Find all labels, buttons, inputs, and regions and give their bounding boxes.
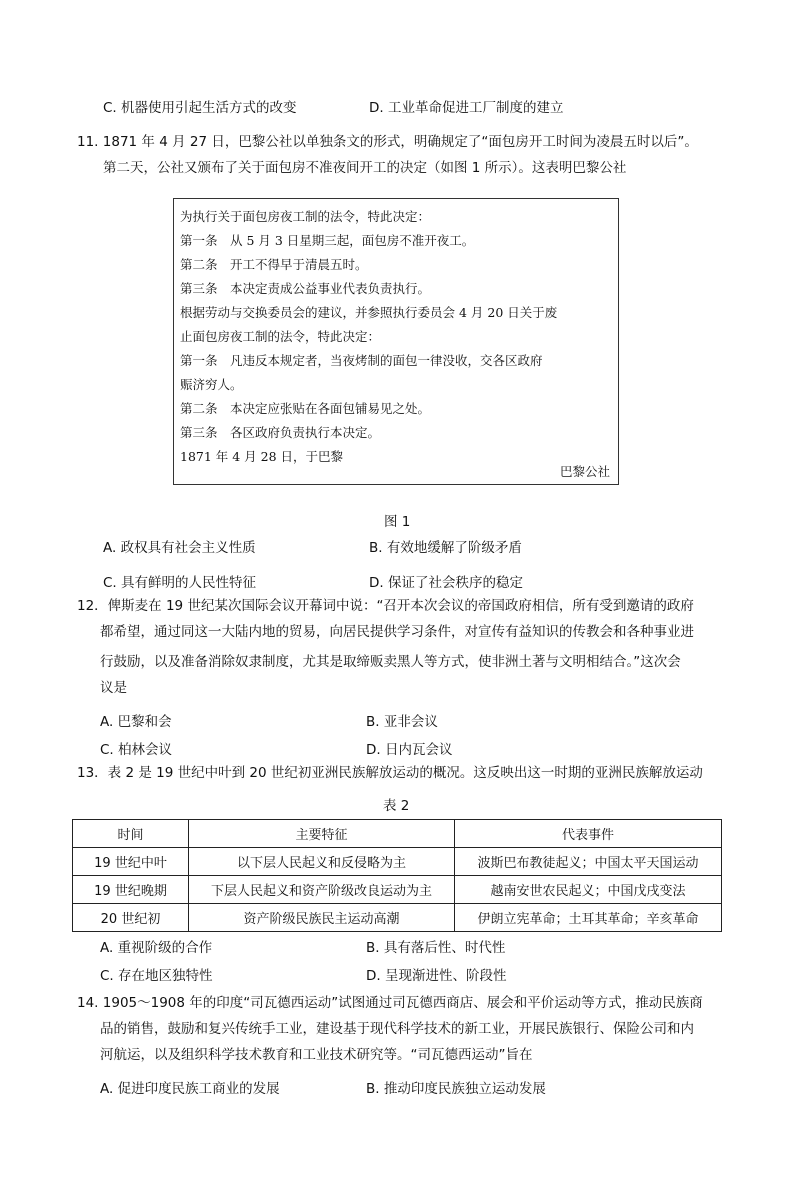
table-cell: 伊朗立宪革命；土耳其革命；辛亥革命 (455, 904, 722, 932)
table-cell: 下层人民起义和资产阶级改良运动为主 (189, 876, 455, 904)
q14-option-a[interactable]: A. 促进印度民族工商业的发展 (100, 1081, 280, 1097)
figure-line: 第一条 从 5 月 3 日星期三起，面包房不准开夜工。 (180, 233, 475, 248)
figure-1-caption: 图 1 (384, 514, 411, 530)
table-header-cell: 时间 (73, 820, 189, 848)
figure-line: 止面包房夜工制的法令，特此决定： (180, 329, 381, 344)
q14-stem-line-1: 14. 1905～1908 年的印度“司瓦德西运动”试图通过司瓦德西商店、展会和平价运动等方式，推动民族商 (77, 995, 703, 1011)
q12-option-a[interactable]: A. 巴黎和会 (100, 714, 172, 730)
figure-line: 1871 年 4 月 28 日，于巴黎 (180, 449, 344, 464)
figure-line: 为执行关于面包房夜工制的法令，特此决定： (180, 209, 431, 224)
q12-stem-line-2: 都希望，通过同这一大陆内地的贸易，向居民提供学习条件，对宣传有益知识的传教会和各种事业进 (100, 624, 694, 640)
q14-stem-line-2: 品的销售，鼓励和复兴传统手工业，建设基于现代科学技术的新工业，开展民族银行、保险公司和内 (100, 1021, 694, 1037)
table-2-title: 表 2 (383, 798, 410, 814)
table-cell: 越南安世农民起义；中国戊戌变法 (455, 876, 722, 904)
q11-stem-line-2: 第二天，公社又颁布了关于面包房不准夜间开工的决定（如图 1 所示）。这表明巴黎公社 (103, 160, 627, 176)
q13-option-c[interactable]: C. 存在地区独特性 (100, 968, 213, 984)
q13-option-b[interactable]: B. 具有落后性、时代性 (366, 940, 506, 956)
table-cell: 19 世纪中叶 (73, 848, 189, 876)
table-header-row (73, 820, 722, 848)
figure-line: 第一条 凡违反本规定者，当夜烤制的面包一律没收，交各区政府 (180, 353, 543, 368)
table-header-cell: 代表事件 (455, 820, 722, 848)
q11-option-a[interactable]: A. 政权具有社会主义性质 (103, 540, 256, 556)
q13-option-a[interactable]: A. 重视阶级的合作 (100, 940, 213, 956)
q14-stem-line-3: 河航运，以及组织科学技术教育和工业技术研究等。“司瓦德西运动”旨在 (100, 1047, 533, 1063)
q12-stem-line-1: 12．俾斯麦在 19 世纪某次国际会议开幕词中说：“召开本次会议的帝国政府相信，所有受到邀请的政府 (77, 598, 694, 614)
figure-line: 第二条 本决定应张贴在各面包铺易见之处。 (180, 401, 431, 416)
q12-option-d[interactable]: D. 日内瓦会议 (366, 742, 453, 758)
table-header-cell: 主要特征 (189, 820, 455, 848)
table-cell: 19 世纪晚期 (73, 876, 189, 904)
q12-stem-line-4: 议是 (100, 680, 127, 696)
table-row (73, 848, 722, 876)
q13-stem: 13．表 2 是 19 世纪中叶到 20 世纪初亚洲民族解放运动的概况。这反映出这一时期的亚洲民族解放运动 (77, 765, 703, 781)
q10-option-d[interactable]: D. 工业革命促进工厂制度的建立 (369, 100, 564, 116)
table-cell: 资产阶级民族民主运动高潮 (189, 904, 455, 932)
figure-signature: 巴黎公社 (559, 464, 610, 479)
q12-stem-line-3: 行鼓励，以及准备消除奴隶制度，尤其是取缔贩卖黑人等方式，使非洲土著与文明相结合。”这次会 (100, 654, 681, 670)
table-2 (72, 819, 722, 932)
table-cell: 波斯巴布教徒起义；中国太平天国运动 (455, 848, 722, 876)
figure-line: 赈济穷人。 (180, 377, 243, 392)
q10-option-c[interactable]: C. 机器使用引起生活方式的改变 (103, 100, 297, 116)
figure-1-decree (173, 198, 619, 485)
figure-line: 第三条 本决定责成公益事业代表负责执行。 (180, 281, 431, 296)
figure-line: 根据劳动与交换委员会的建议，并参照执行委员会 4 月 20 日关于废 (180, 305, 558, 320)
table-row (73, 904, 722, 932)
q11-stem-line-1: 11. 1871 年 4 月 27 日，巴黎公社以单独条文的形式，明确规定了“面包房开工时间为凌晨五时以后”。 (77, 134, 698, 150)
table-cell: 20 世纪初 (73, 904, 189, 932)
q11-option-b[interactable]: B. 有效地缓解了阶级矛盾 (369, 540, 522, 556)
table-row (73, 876, 722, 904)
q12-option-b[interactable]: B. 亚非会议 (366, 714, 438, 730)
figure-line: 第二条 开工不得早于清晨五时。 (180, 257, 368, 272)
q11-option-c[interactable]: C. 具有鲜明的人民性特征 (103, 575, 257, 591)
figure-line: 第三条 各区政府负责执行本决定。 (180, 425, 381, 440)
q11-option-d[interactable]: D. 保证了社会秩序的稳定 (369, 575, 523, 591)
q14-option-b[interactable]: B. 推动印度民族独立运动发展 (366, 1081, 546, 1097)
q13-option-d[interactable]: D. 呈现渐进性、阶段性 (366, 968, 507, 984)
table-cell: 以下层人民起义和反侵略为主 (189, 848, 455, 876)
q12-option-c[interactable]: C. 柏林会议 (100, 742, 173, 758)
